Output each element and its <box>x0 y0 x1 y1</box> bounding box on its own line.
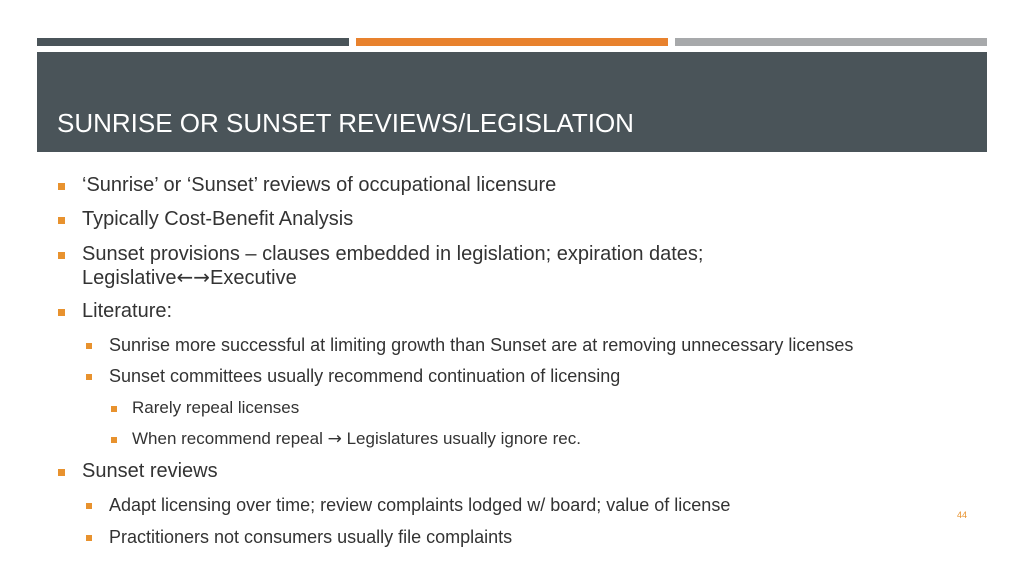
bullet-cost-benefit: Typically Cost-Benefit Analysis <box>82 208 354 230</box>
subbullet-practitioners-complaints: Practitioners not consumers usually file complaints <box>109 527 513 547</box>
square-bullet-icon <box>86 343 92 349</box>
page-number: 44 <box>957 510 968 520</box>
when-recommend-repeal-text: When recommend repeal <box>132 429 323 448</box>
square-bullet-icon <box>58 252 65 259</box>
square-bullet-icon <box>111 406 117 412</box>
bullet-sunset-provisions-line2 <box>82 265 297 290</box>
executive-text: Executive <box>210 267 297 289</box>
bullet-sunset-provisions-line1: Sunset provisions – clauses embedded in legislation; expiration dates; <box>82 243 704 265</box>
square-bullet-icon <box>58 217 65 224</box>
bidirectional-arrow-icon: ←→ <box>176 265 211 289</box>
subbullet-adapt-licensing: Adapt licensing over time; review complaints lodged w/ board; value of license <box>109 495 731 515</box>
square-bullet-icon <box>111 437 117 443</box>
square-bullet-icon <box>58 183 65 190</box>
legislatures-ignore-text: Legislatures usually ignore rec. <box>346 429 581 448</box>
bullet-sunset-reviews: Sunset reviews <box>82 460 218 482</box>
square-bullet-icon <box>86 374 92 380</box>
square-bullet-icon <box>58 469 65 476</box>
bullet-literature: Literature: <box>82 300 173 322</box>
subbullet-sunrise-more-successful: Sunrise more successful at limiting growth than Sunset are at removing unnecessary licenses <box>109 335 854 355</box>
square-bullet-icon <box>58 309 65 316</box>
square-bullet-icon <box>86 535 92 541</box>
subsubbullet-rarely-repeal: Rarely repeal licenses <box>132 398 300 417</box>
right-arrow-icon: → <box>327 429 342 449</box>
subsubbullet-when-recommend-repeal <box>132 429 581 449</box>
legislative-text: Legislative <box>82 267 177 289</box>
subbullet-sunset-committees: Sunset committees usually recommend continuation of licensing <box>109 366 621 386</box>
bullet-sunrise-sunset-reviews: ‘Sunrise’ or ‘Sunset’ reviews of occupational licensure <box>82 174 557 196</box>
slide-title: SUNRISE OR SUNSET REVIEWS/LEGISLATION <box>57 108 634 138</box>
square-bullet-icon <box>86 503 92 509</box>
